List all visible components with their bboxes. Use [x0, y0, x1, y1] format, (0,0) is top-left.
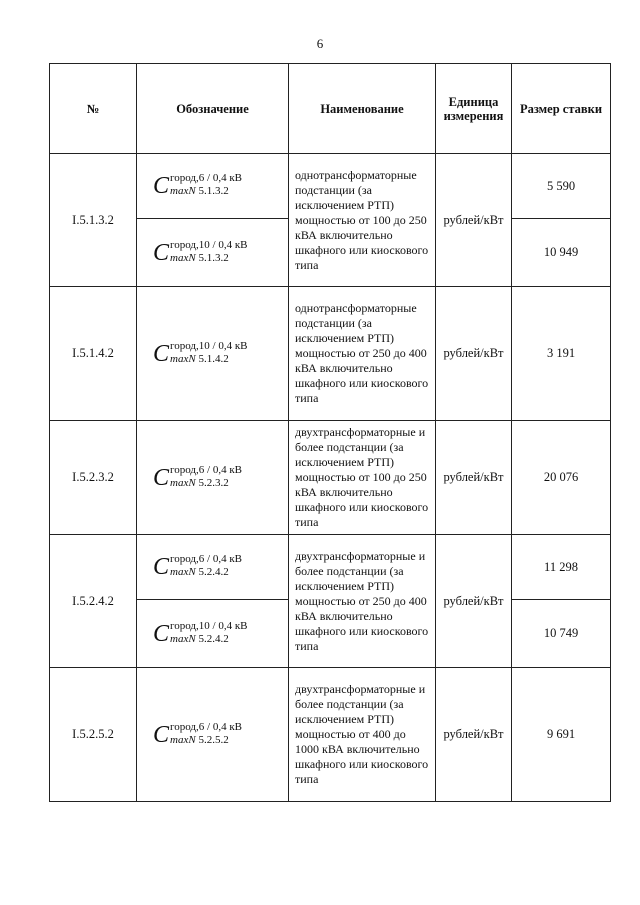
symbol-subscript-number: 5.2.4.2	[198, 566, 229, 578]
symbol-scripts	[170, 173, 242, 197]
symbol-subscript	[170, 353, 248, 365]
table-row	[50, 421, 611, 535]
header-code: Обозначение	[137, 64, 289, 154]
tariff-symbol	[153, 465, 242, 491]
table-body	[50, 154, 611, 802]
symbol-superscript: город,6 / 0,4 кВ	[170, 553, 243, 565]
row-number: I.5.2.5.2	[50, 668, 137, 802]
designation-cell	[137, 668, 289, 802]
row-number: I.5.1.4.2	[50, 287, 137, 421]
row-number: I.5.2.4.2	[50, 535, 137, 668]
symbol-subscript	[170, 734, 242, 746]
rate-value: 5 590	[512, 154, 611, 219]
symbol-subscript-number: 5.2.3.2	[198, 476, 229, 489]
rate-value: 10 949	[512, 219, 611, 287]
tariff-symbol	[153, 722, 242, 748]
row-unit: рублей/кВт	[436, 287, 512, 421]
symbol-subscript-variable: maxN	[170, 476, 196, 489]
designation-cell	[137, 535, 289, 600]
tariff-symbol	[153, 621, 248, 647]
table-row	[50, 668, 611, 802]
tariff-symbol	[153, 240, 248, 266]
row-name: однотрансформаторные подстанции (за исключением РТП) мощностью от 250 до 400 кВА включительно шкафного или киоскового типа	[289, 287, 436, 421]
row-name: двухтрансформаторные и более подстанции (за исключением РТП) мощностью от 400 до 1000 кВА включительно шкафного или киоскового типа	[289, 668, 436, 802]
symbol-subscript	[170, 566, 242, 578]
table-row	[50, 287, 611, 421]
header-num: №	[50, 64, 137, 154]
symbol-letter: C	[153, 620, 170, 647]
symbol-letter: C	[153, 340, 170, 367]
symbol-letter: C	[153, 464, 170, 491]
rate-value: 11 298	[512, 535, 611, 600]
symbol-subscript-variable: maxN	[170, 352, 196, 365]
symbol-scripts	[170, 621, 248, 645]
symbol-superscript: город,10 / 0,4 кВ	[170, 238, 248, 251]
row-name: двухтрансформаторные и более подстанции (за исключением РТП) мощностью от 250 до 400 кВА включительно шкафного или киоскового типа	[289, 535, 436, 668]
rate-value: 10 749	[512, 600, 611, 668]
rate-value: 20 076	[512, 421, 611, 535]
designation-cell	[137, 219, 289, 287]
symbol-superscript: город,10 / 0,4 кВ	[170, 619, 248, 632]
tariff-table	[49, 63, 611, 802]
rate-value: 9 691	[512, 668, 611, 802]
row-number: I.5.1.3.2	[50, 154, 137, 287]
table-row	[50, 535, 611, 600]
table-header-row	[50, 64, 611, 154]
row-name: однотрансформаторные подстанции (за исключением РТП) мощностью от 100 до 250 кВА включительно шкафного или киоскового типа	[289, 154, 436, 287]
symbol-superscript: город,6 / 0,4 кВ	[170, 172, 243, 184]
symbol-subscript-variable: maxN	[170, 251, 196, 264]
designation-cell	[137, 154, 289, 219]
symbol-letter: C	[153, 239, 170, 266]
designation-cell	[137, 421, 289, 535]
tariff-symbol	[153, 554, 242, 580]
symbol-subscript	[170, 477, 242, 489]
symbol-subscript	[170, 185, 242, 197]
symbol-scripts	[170, 722, 242, 746]
symbol-subscript	[170, 633, 248, 645]
row-unit: рублей/кВт	[436, 535, 512, 668]
symbol-superscript: город,6 / 0,4 кВ	[170, 720, 243, 733]
symbol-letter: C	[153, 173, 170, 199]
symbol-subscript-number: 5.2.5.2	[198, 733, 229, 746]
row-unit: рублей/кВт	[436, 154, 512, 287]
symbol-scripts	[170, 341, 248, 365]
rate-value: 3 191	[512, 287, 611, 421]
symbol-subscript-number: 5.2.4.2	[198, 632, 229, 645]
symbol-superscript: город,10 / 0,4 кВ	[170, 339, 248, 352]
table-row	[50, 154, 611, 219]
symbol-superscript: город,6 / 0,4 кВ	[170, 463, 243, 476]
tariff-symbol	[153, 173, 242, 199]
row-number: I.5.2.3.2	[50, 421, 137, 535]
tariff-symbol	[153, 341, 248, 367]
symbol-subscript-number: 5.1.3.2	[198, 251, 229, 264]
row-unit: рублей/кВт	[436, 421, 512, 535]
symbol-scripts	[170, 554, 242, 578]
symbol-subscript-variable: maxN	[170, 185, 196, 197]
symbol-subscript	[170, 252, 248, 264]
symbol-subscript-number: 5.1.4.2	[198, 352, 229, 365]
page-number: 6	[316, 36, 324, 51]
symbol-letter: C	[153, 721, 170, 748]
symbol-subscript-variable: maxN	[170, 632, 196, 645]
header-rate: Размер ставки	[512, 64, 611, 154]
designation-cell	[137, 600, 289, 668]
symbol-subscript-variable: maxN	[170, 733, 196, 746]
header-unit: Единица измерения	[436, 64, 512, 154]
symbol-subscript-number: 5.1.3.2	[198, 185, 229, 197]
row-unit: рублей/кВт	[436, 668, 512, 802]
symbol-scripts	[170, 240, 248, 264]
row-name: двухтрансформаторные и более подстанции (за исключением РТП) мощностью от 100 до 250 кВА включительно шкафного или киоскового типа	[289, 421, 436, 535]
designation-cell	[137, 287, 289, 421]
header-name: Наименование	[289, 64, 436, 154]
symbol-scripts	[170, 465, 242, 489]
symbol-subscript-variable: maxN	[170, 566, 196, 578]
symbol-letter: C	[153, 554, 170, 580]
